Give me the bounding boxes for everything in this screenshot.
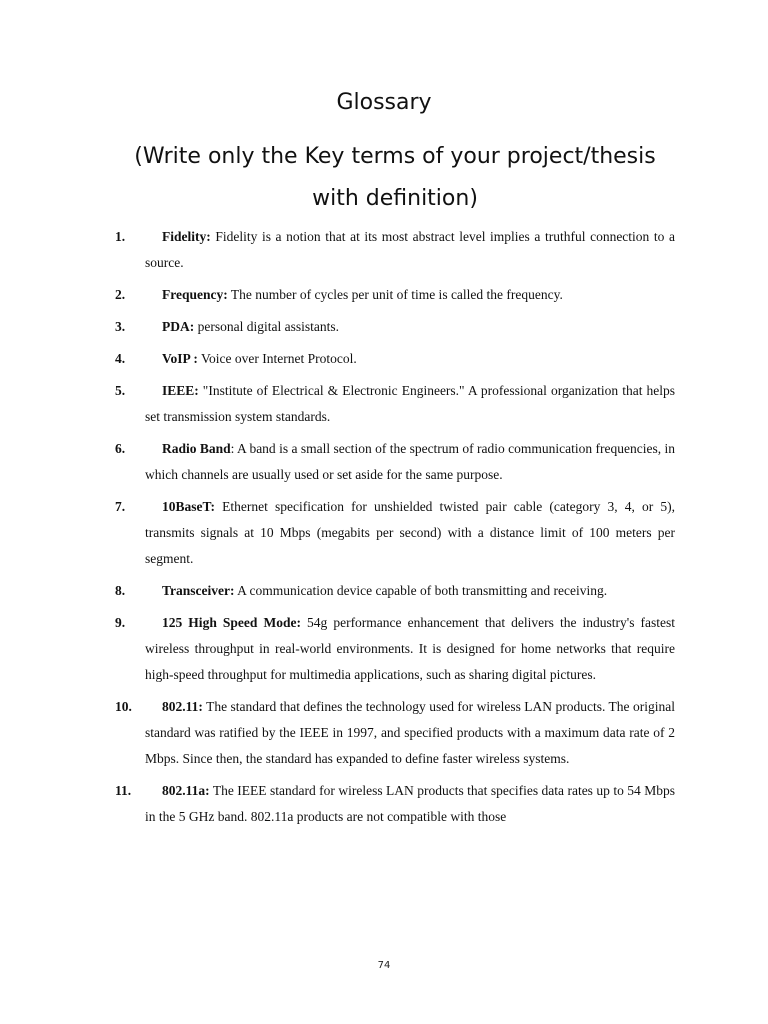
- glossary-entry: [115, 346, 675, 372]
- entry-definition: "Institute of Electrical & Electronic Engineers." A professional organization that helps set transmission system standards.: [145, 383, 675, 424]
- glossary-entry: [115, 224, 675, 276]
- glossary-entry: [115, 778, 675, 830]
- entry-number: 9.: [115, 615, 126, 630]
- entry-term: Radio Band: [162, 441, 231, 456]
- entry-body: [145, 224, 675, 276]
- entry-body: [145, 282, 675, 308]
- entry-definition: personal digital assistants.: [194, 319, 339, 334]
- entry-number: 11.: [115, 783, 132, 798]
- entry-definition: The IEEE standard for wireless LAN products that specifies data rates up to 54 Mbps in the 5 GHz band. 802.11a products are not compatible with those: [145, 783, 675, 824]
- entry-definition: Ethernet specification for unshielded twisted pair cable (category 3, 4, or 5), transmits signals at 10 Mbps (megabits per second) with a distance limit of 100 meters per segment.: [145, 499, 675, 566]
- entry-definition: The number of cycles per unit of time is called the frequency.: [227, 287, 563, 302]
- glossary-entry: [115, 494, 675, 572]
- entry-term: Transceiver:: [162, 583, 235, 598]
- entry-number: 5.: [115, 383, 126, 398]
- entry-term: IEEE:: [162, 383, 199, 398]
- glossary-entry: [115, 694, 675, 772]
- glossary-entry: [115, 436, 675, 488]
- entry-body: [145, 694, 675, 772]
- entry-term: Fidelity:: [162, 229, 211, 244]
- entry-number: 3.: [115, 319, 126, 334]
- entry-definition: Voice over Internet Protocol.: [197, 351, 357, 366]
- entry-term: 10BaseT:: [162, 499, 215, 514]
- entry-definition: : A band is a small section of the spectrum of radio communication frequencies, in which channels are usually used or set aside for the same purpose.: [145, 441, 676, 482]
- entry-body: [145, 378, 675, 430]
- entry-number: 7.: [115, 499, 126, 514]
- entry-definition: A communication device capable of both transmitting and receiving.: [234, 583, 608, 598]
- entry-term: 125 High Speed Mode:: [162, 615, 301, 630]
- entry-number: 1.: [115, 229, 126, 244]
- entry-number: 10.: [115, 699, 132, 714]
- glossary-entry: [115, 578, 675, 604]
- entry-term: VoIP :: [162, 351, 198, 366]
- entry-number: 8.: [115, 583, 126, 598]
- entry-body: [145, 436, 675, 488]
- entry-number: 2.: [115, 287, 126, 302]
- glossary-entry: [115, 314, 675, 340]
- glossary-entry: [115, 378, 675, 430]
- entry-body: [145, 578, 675, 604]
- entry-term: 802.11:: [162, 699, 203, 714]
- entry-body: [145, 314, 675, 340]
- entry-number: 4.: [115, 351, 126, 366]
- entry-body: [145, 346, 675, 372]
- glossary-list: [115, 224, 675, 836]
- glossary-entry: [115, 282, 675, 308]
- page-title: Glossary: [336, 90, 432, 115]
- entry-definition: Fidelity is a notion that at its most abstract level implies a truthful connection to a source.: [145, 229, 675, 270]
- entry-body: [145, 610, 675, 688]
- entry-term: 802.11a:: [162, 783, 210, 798]
- page-subtitle: (Write only the Key terms of your project/thesis with definition): [134, 144, 656, 211]
- entry-definition: 54g performance enhancement that delivers the industry's fastest wireless throughput in real-world environments. It is designed for home networks that require high-speed throughput for multimedia applications, such as sharing digital pictures.: [145, 615, 676, 682]
- entry-body: [145, 494, 675, 572]
- entry-term: PDA:: [162, 319, 195, 334]
- entry-body: [145, 778, 675, 830]
- page-number: 74: [377, 960, 391, 971]
- entry-number: 6.: [115, 441, 126, 456]
- entry-definition: The standard that defines the technology used for wireless LAN products. The original standard was ratified by the IEEE in 1997, and specified products with a maximum data rate of 2 Mbps. Since then, the standard has expanded to define faster wireless systems.: [145, 699, 675, 766]
- glossary-entry: [115, 610, 675, 688]
- entry-term: Frequency:: [162, 287, 228, 302]
